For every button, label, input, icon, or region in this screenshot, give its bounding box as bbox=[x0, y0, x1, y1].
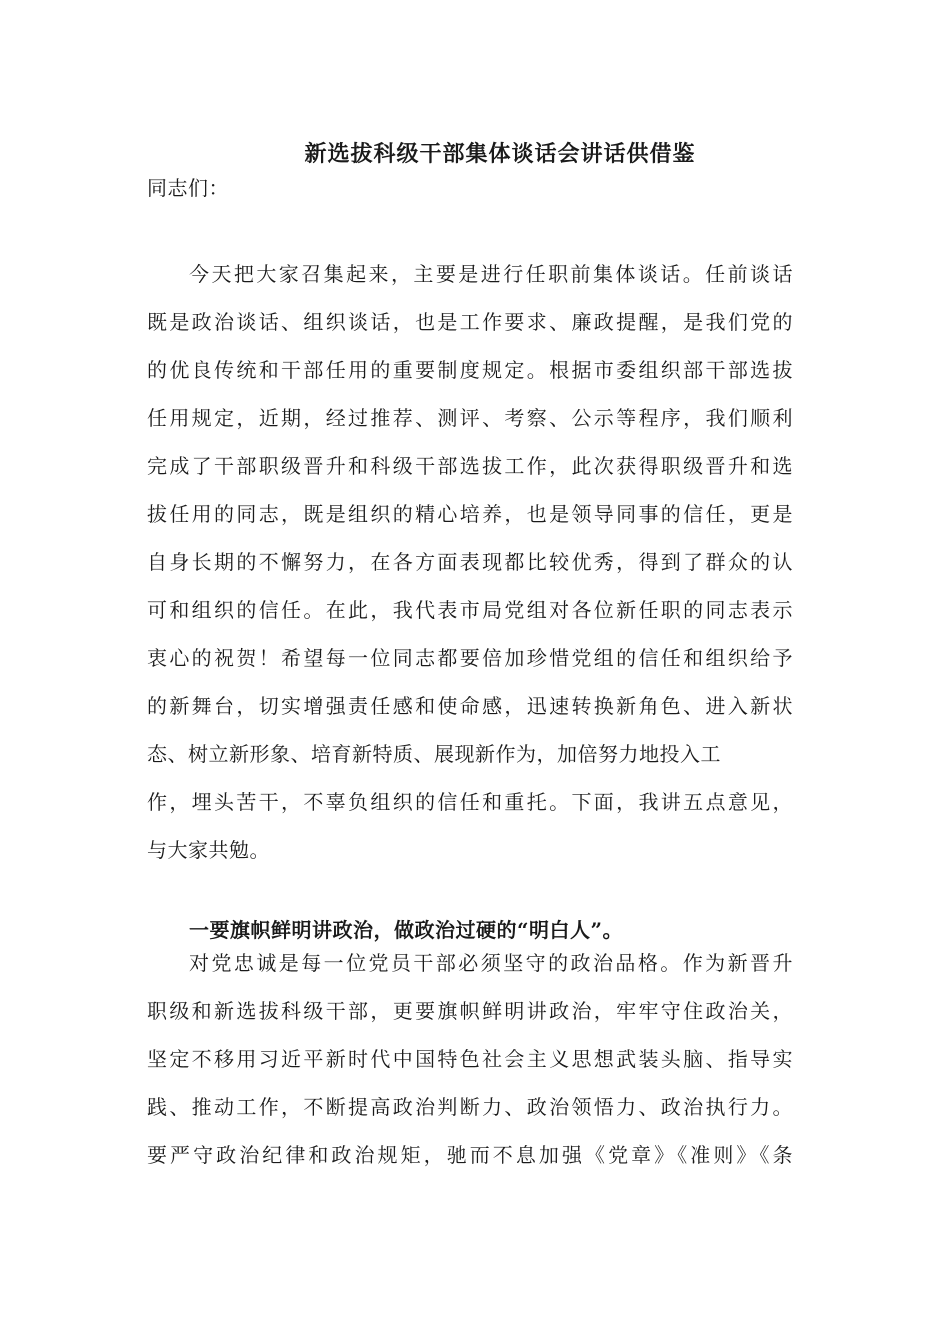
paragraph-line: 与大家共勉。 bbox=[147, 838, 270, 862]
paragraph-line: 衷心的祝贺！希望每一位同志都要倍加珍惜党组的信任和组织给予 bbox=[147, 646, 793, 670]
paragraph-line: 拔任用的同志，既是组织的精心培养，也是领导同事的信任，更是 bbox=[147, 502, 793, 526]
paragraph-line: 践、推动工作，不断提高政治判断力、政治领悟力、政治执行力。 bbox=[147, 1095, 793, 1119]
paragraph-line: 职级和新选拔科级干部，更要旗帜鲜明讲政治，牢牢守住政治关， bbox=[147, 999, 793, 1023]
section-heading-1: 一要旗帜鲜明讲政治，做政治过硬的“明白人”。 bbox=[189, 918, 624, 942]
paragraph-line: 坚定不移用习近平新时代中国特色社会主义思想武装头脑、指导实 bbox=[147, 1047, 793, 1071]
document-title: 新选拔科级干部集体谈话会讲话供借鉴 bbox=[304, 141, 696, 167]
paragraph-line: 对党忠诚是每一位党员干部必须坚守的政治品格。作为新晋升 bbox=[189, 951, 793, 975]
paragraph-line: 的新舞台，切实增强责任感和使命感，迅速转换新角色、进入新状 bbox=[147, 694, 793, 718]
paragraph-2 bbox=[147, 939, 793, 1179]
paragraph-line: 完成了干部职级晋升和科级干部选拔工作，此次获得职级晋升和选 bbox=[147, 454, 793, 478]
paragraph-line: 态、树立新形象、培育新特质、展现新作为，加倍努力地投入工 bbox=[147, 742, 721, 766]
paragraph-line: 作，埋头苦干，不辜负组织的信任和重托。下面，我讲五点意见， bbox=[147, 790, 793, 814]
paragraph-line: 既是政治谈话、组织谈话，也是工作要求、廉政提醒，是我们党的 bbox=[147, 310, 793, 334]
paragraph-line: 今天把大家召集起来，主要是进行任职前集体谈话。任前谈话 bbox=[189, 262, 793, 286]
paragraph-line: 任用规定，近期，经过推荐、测评、考察、公示等程序，我们顺利 bbox=[147, 406, 793, 430]
paragraph-1 bbox=[147, 250, 793, 874]
paragraph-line: 可和组织的信任。在此，我代表市局党组对各位新任职的同志表示 bbox=[147, 598, 793, 622]
paragraph-line: 要严守政治纪律和政治规矩，驰而不息加强《党章》《准则》《条 bbox=[147, 1143, 793, 1167]
paragraph-line: 自身长期的不懈努力，在各方面表现都比较优秀，得到了群众的认 bbox=[147, 550, 793, 574]
salutation: 同志们： bbox=[147, 176, 229, 200]
paragraph-line: 的优良传统和干部任用的重要制度规定。根据市委组织部干部选拔 bbox=[147, 358, 793, 382]
